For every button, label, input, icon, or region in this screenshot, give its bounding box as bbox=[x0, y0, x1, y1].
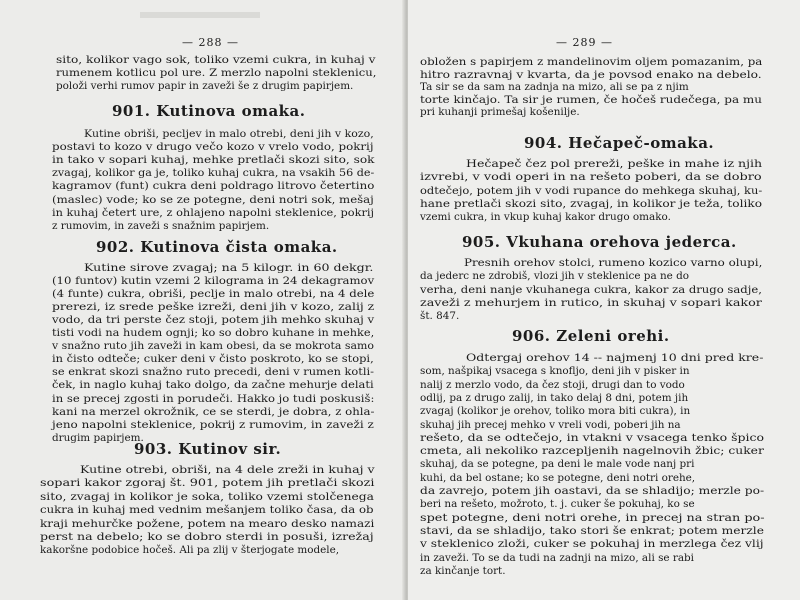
text-line: (4 funte) cukra, obriši, peclje in malo otrebi, na 4 dele bbox=[52, 288, 375, 301]
right-page bbox=[408, 0, 800, 600]
text-line: vzemi cukra, in vkup kuhaj kakor drugo omako. bbox=[420, 211, 671, 224]
text-line: in se precej zgosti in porudeči. Hakko jo tudi poskusiš: bbox=[52, 392, 375, 405]
text-line: ček, in naglo kuhaj tako dolgo, da začne mehurje delati bbox=[52, 379, 374, 392]
page-number-left: — 288 — bbox=[182, 36, 239, 49]
text-line: in čisto odteče; cuker deni v čisto poskroto, ko se stopi, bbox=[52, 353, 374, 366]
text-line: nalij z merzlo vodo, da čez stoji, drugi dan to vodo bbox=[420, 378, 685, 391]
text-line: Kutine sirove zvagaj; na 5 kilogr. in 60 dekgr. bbox=[84, 262, 374, 274]
text-line: jeno napolni steklenice, pokrij z rumovim, in zaveži z bbox=[52, 418, 374, 431]
text-line: torte kinčajo. Ta sir je rumen, če hočeš rudečega, pa mu bbox=[420, 93, 762, 106]
text-line: rešeto, da se odtečejo, in vtakni v vsacega tenko špico bbox=[420, 431, 765, 444]
text-line: odlij, pa z drugo zalij, in tako delaj 8 dni, potem jih bbox=[420, 391, 689, 404]
text-line: (10 funtov) kutin vzemi 2 kilograma in 24 dekagramov bbox=[52, 275, 375, 288]
text-line: z rumovim, in zaveži s snažnim papirjem. bbox=[52, 219, 270, 232]
text-line: kraji mehurčke požene, potem na mearo desko namazi bbox=[40, 517, 375, 530]
recipe-901-title: 901. Kutinova omaka. bbox=[112, 102, 306, 120]
text-line: se enkrat skozi snažno ruto precedi, deni v rumen kotli- bbox=[52, 366, 374, 379]
text-line: skuhaj, da se potegne, pa deni le male vode nanj pri bbox=[420, 458, 695, 471]
text-line: som, našpikaj vsacega s knofljo, deni jih v pisker in bbox=[420, 365, 690, 378]
text-line: perst na debelo; ko se dobro sterdi in posuši, izrežaj bbox=[40, 531, 374, 543]
text-line: hitro razravnaj v kvarta, da je povsod enako na debelo. bbox=[420, 68, 762, 81]
recipe-902-title: 902. Kutinova čista omaka. bbox=[96, 238, 338, 256]
text-line: hane pretlači skozi sito, zvagaj, in kolikor je teža, toliko bbox=[420, 197, 763, 210]
text-line: kani na merzel okrožnik, ce se sterdi, je dobra, z ohla- bbox=[52, 405, 375, 418]
text-line: sopari kakor zgoraj št. 901, potem jih pretlači skozi bbox=[40, 477, 375, 490]
text-line: za kinčanje tort. bbox=[420, 564, 506, 577]
text-line: zaveži z mehurjem in rutico, in skuhaj v sopari kakor bbox=[420, 296, 762, 309]
text-line: cmeta, ali nekoliko razcepljenih nagelnovih žbic; cuker bbox=[420, 445, 764, 458]
text-line: (maslec) vode; ko se ze potegne, deni notri sok, mešaj bbox=[52, 193, 374, 206]
text-line: Hečapeč čez pol prereži, peške in mahe iz njih bbox=[466, 158, 763, 170]
text-line: pri kuhanji primešaj košenilje. bbox=[420, 106, 580, 119]
text-line: skuhaj jih precej mehko v vreli vodi, poberi jih na bbox=[420, 418, 681, 431]
text-line: spet potegne, deni notri orehe, in precej na stran po- bbox=[420, 511, 765, 524]
text-line: kakoršne podobice hočeš. Ali pa zlij v šterjogate modele, bbox=[40, 544, 340, 557]
text-line: Kutine obriši, pecljev in malo otrebi, deni jih v kozo, bbox=[84, 128, 374, 140]
text-line: in tako v sopari kuhaj, mehke pretlači skozi sito, sok bbox=[52, 154, 375, 167]
text-line: cukra in kuhaj med vednim mešanjem toliko časa, da ob bbox=[40, 504, 374, 517]
text-line: da zavrejo, potem jih oastavi, da se shladijo; merzle po- bbox=[420, 485, 765, 497]
text-line: Presnih orehov stolci, rumeno kozico varno olupi, bbox=[464, 257, 763, 269]
text-line: v steklenico zloži, cuker se pokuhaj in merzlega čez vlij bbox=[420, 538, 764, 551]
text-line: kagramov (funt) cukra deni poldrago litrovo četertino bbox=[52, 180, 375, 193]
text-line: Kutine otrebi, obriši, na 4 dele zreži in kuhaj v bbox=[80, 464, 375, 476]
recipe-906-title: 906. Zeleni orehi. bbox=[512, 327, 670, 345]
text-line: rumenem kotlicu pol ure. Z merzlo napolni steklenicu, bbox=[56, 67, 377, 80]
text-line: in kuhaj četert ure, z ohlajeno napolni steklenice, pokrij bbox=[52, 206, 375, 219]
text-line: prerezi, iz srede peške izreži, deni jih v kozo, zalij z bbox=[52, 301, 375, 314]
text-line: odtečejo, potem jih v vodi rupance do mehkega skuhaj, ku- bbox=[420, 184, 763, 197]
text-line: Odtergaj orehov 14 -- najmenj 10 dni pred kre- bbox=[466, 352, 764, 364]
text-line: da jederc ne zdrobiš, vlozi jih v steklenice pa ne do bbox=[420, 270, 689, 283]
text-line: in zaveži. To se da tudi na zadnji na mizo, ali se rabi bbox=[420, 551, 694, 564]
page-number-right: — 289 — bbox=[556, 36, 613, 49]
text-line: verha, deni nanje vkuhanega cukra, kakor za drugo sadje, bbox=[420, 283, 762, 296]
text-line: Ta sir se da sam na zadnja na mizo, ali se pa z njim bbox=[420, 81, 689, 94]
text-line: obložen s papirjem z mandelinovim oljem pomazanim, pa bbox=[420, 56, 763, 68]
text-line: stavi, da se shladijo, tako stori še enkrat; potem merzle bbox=[420, 524, 764, 537]
text-line: zvagaj, kolikor ga je, toliko kuhaj cukra, na vsakih 56 de- bbox=[52, 167, 375, 180]
recipe-903-title: 903. Kutinov sir. bbox=[134, 440, 282, 458]
text-line: položi verhi rumov papir in zaveži še z drugim papirjem. bbox=[56, 80, 354, 93]
text-line: zvagaj (kolikor je orehov, toliko mora biti cukra), in bbox=[420, 405, 691, 418]
text-line: sito, kolikor vago sok, toliko vzemi cukra, in kuhaj v bbox=[56, 54, 376, 66]
text-line: št. 847. bbox=[420, 310, 460, 323]
recipe-904-title: 904. Hečapeč-omaka. bbox=[524, 134, 715, 152]
text-line: izvrebi, v vodi operi in na rešeto poberi, da se dobro bbox=[420, 171, 762, 184]
text-line: beri na rešeto, možroto, t. j. cuker še pokuhaj, ko se bbox=[420, 498, 695, 511]
text-line: kuhi, da bel ostane; ko se potegne, deni notri orehe, bbox=[420, 471, 696, 484]
text-line: vodo, da tri perste čez stoji, potem jih mehko skuhaj v bbox=[52, 314, 375, 327]
text-line: v snažno ruto jih zaveži in kam obesi, da se mokrota samo bbox=[52, 340, 374, 353]
print-smudge bbox=[140, 12, 260, 18]
text-line: tisti vodi na hudem ognji; ko so dobro kuhane in mehke, bbox=[52, 327, 375, 340]
text-line: postavi to kozo v drugo večo kozo v vrelo vodo, pokrij bbox=[52, 141, 374, 154]
text-line: sito, zvagaj in kolikor je soka, toliko vzemi stolčenega bbox=[40, 490, 374, 503]
text-line: drugim papirjem. bbox=[52, 431, 144, 444]
recipe-905-title: 905. Vkuhana orehova jederca. bbox=[462, 233, 737, 251]
